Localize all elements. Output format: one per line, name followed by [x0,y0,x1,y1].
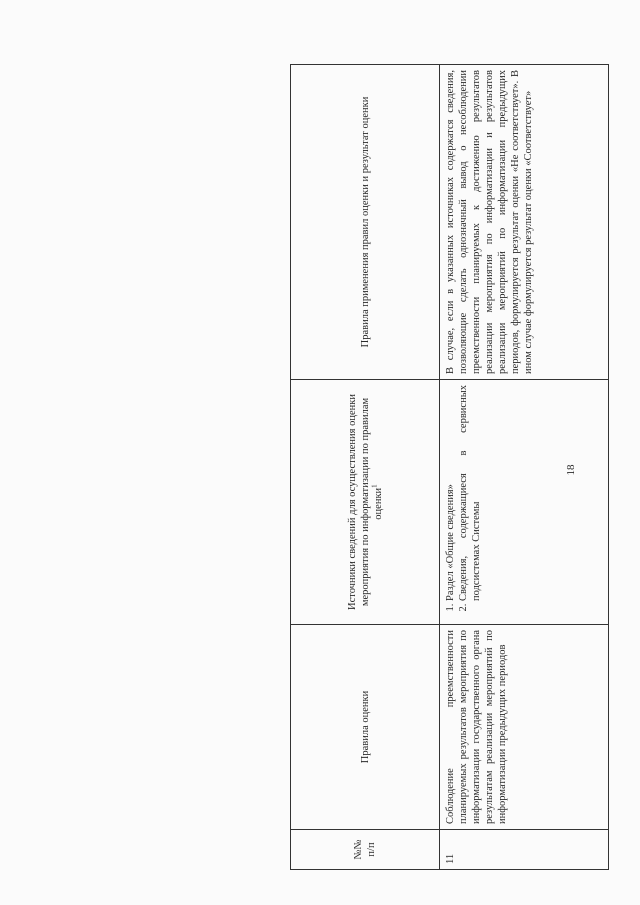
cell-num: 11 [440,830,609,870]
assessment-table [290,64,609,870]
header-rule: Правила оценки [291,625,440,830]
header-num: №№ п/п [291,830,440,870]
sources-list-item: 1. Раздел «Общие сведения» [444,385,457,601]
cell-sources [440,380,609,625]
header-application: Правила применения правил оценки и результат оценки [291,65,440,380]
rotated-content [40,60,605,880]
footnote-marker: 1 [370,484,378,488]
header-sources [291,380,440,625]
table-header-row [291,65,440,870]
sources-list [444,385,483,619]
cell-application: В случае, если в указанных источниках содержатся сведения, позволяющие сделать однозначный вывод о несоблюдении преемственности планируемых к достижению результатов реализации мероприятия по информатизации и результатов реализации мероприятий по информатизации предыдущих периодов, формулируется результат оценки «Не соответствует». В ином случае формулируется результат оценки «Соответствует» [440,65,609,380]
page-number: 18 [565,464,577,476]
table-row [440,65,609,870]
cell-rule: Соблюдение преемственности планируемых результатов мероприятия по информатизации государственного органа результатам реализации мероприятий по информатизации предыдущих периодов [440,625,609,830]
sources-list-item: 2. Сведения, содержащиеся в сервисных подсистемах Системы [457,385,483,601]
header-sources-text: Источники сведений для осуществления оценки мероприятия по информатизации по правилам оценки [346,394,384,610]
